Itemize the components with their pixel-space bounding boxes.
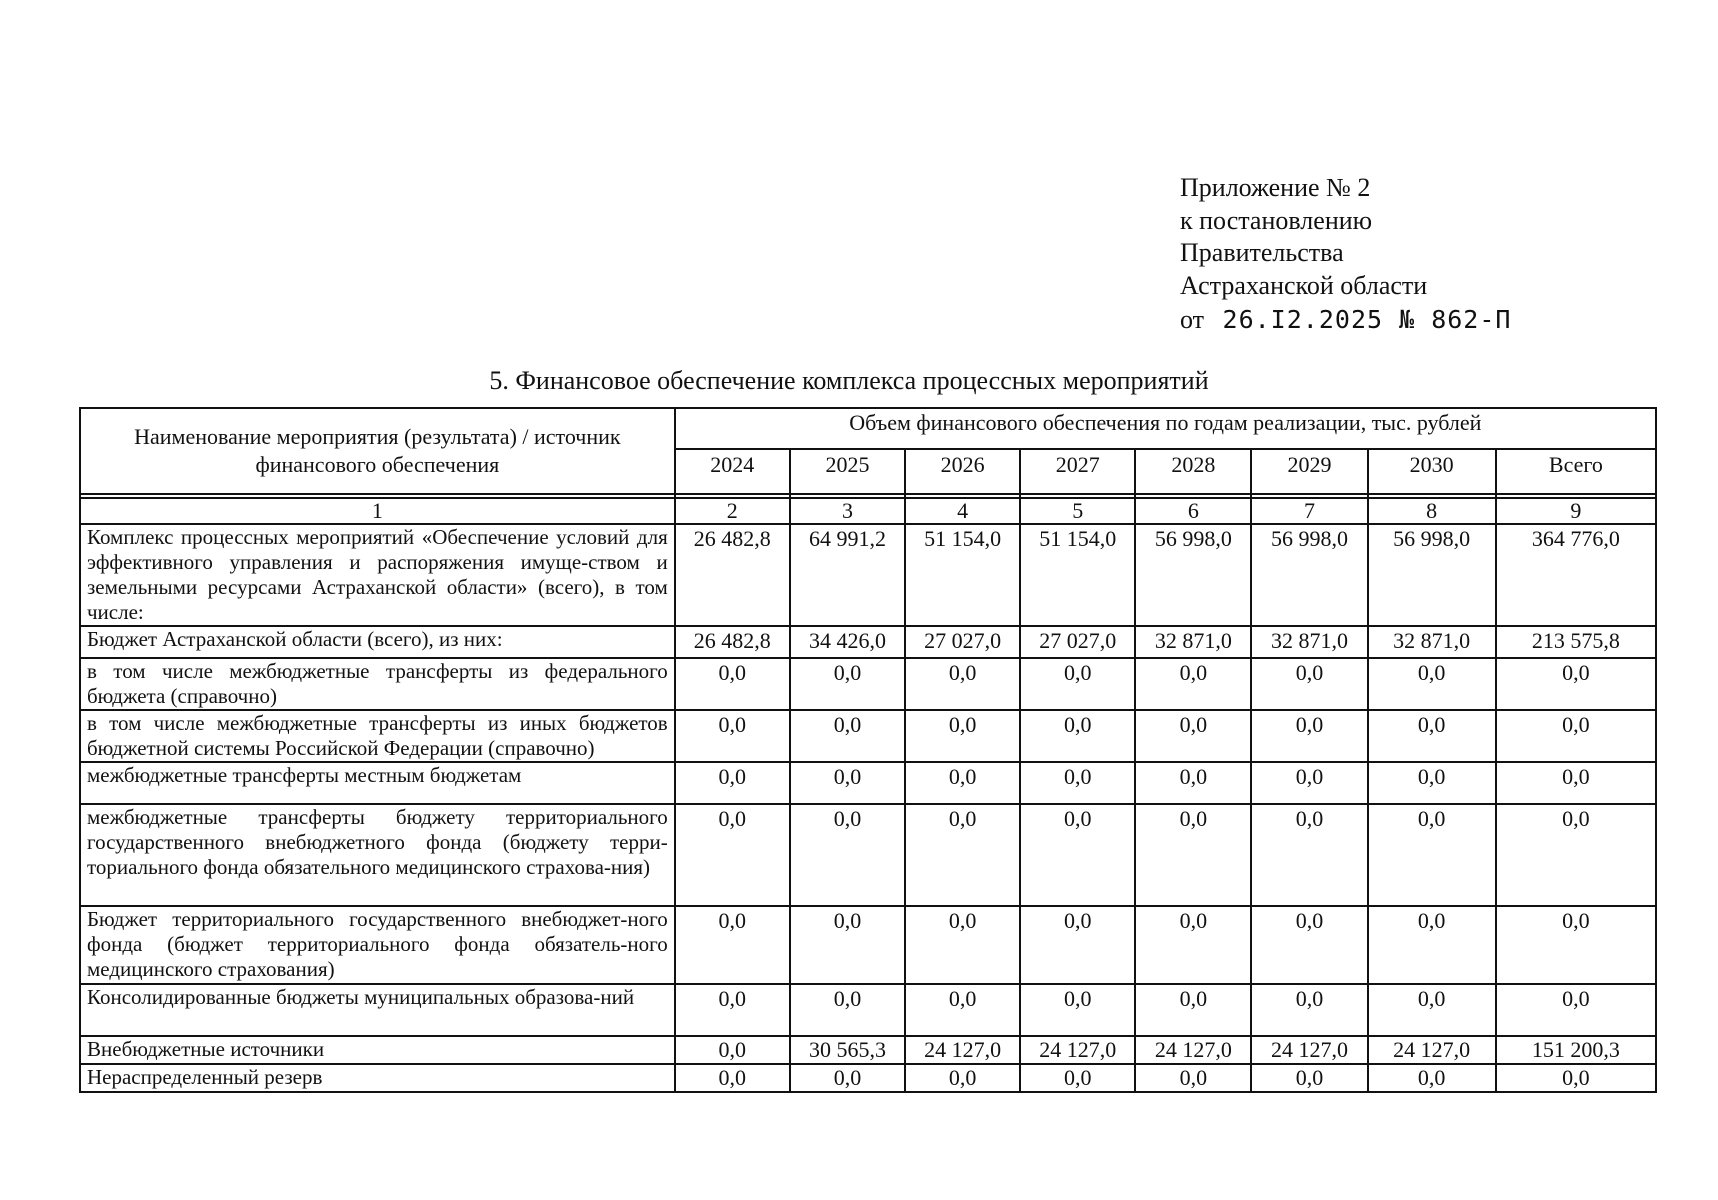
row-value-cell: 0,0 bbox=[1368, 762, 1496, 804]
row-name-cell: Консолидированные бюджеты муниципальных образова-ний bbox=[80, 984, 675, 1036]
column-number-cell: 4 bbox=[905, 498, 1020, 524]
row-value-cell: 0,0 bbox=[1020, 658, 1135, 710]
attachment-line-4: Астраханской области bbox=[1180, 270, 1428, 300]
row-value-cell: 0,0 bbox=[1020, 804, 1135, 906]
row-value-cell: 0,0 bbox=[905, 984, 1020, 1036]
row-value-cell: 56 998,0 bbox=[1135, 524, 1251, 626]
row-value-cell: 0,0 bbox=[1135, 710, 1251, 762]
row-value-cell: 24 127,0 bbox=[905, 1036, 1020, 1064]
column-number-cell: 1 bbox=[80, 498, 675, 524]
date-prefix: от bbox=[1180, 305, 1205, 334]
header-name-cell: Наименование мероприятия (результата) / источник финансового обеспечения bbox=[80, 408, 675, 494]
row-value-cell: 0,0 bbox=[675, 1064, 790, 1092]
row-value-cell: 34 426,0 bbox=[790, 626, 905, 658]
header-year-cell: 2026 bbox=[905, 449, 1020, 494]
header-year-cell: 2028 bbox=[1135, 449, 1251, 494]
table-row bbox=[80, 762, 1656, 804]
column-number-cell: 2 bbox=[675, 498, 790, 524]
row-value-cell: 0,0 bbox=[675, 906, 790, 984]
row-value-cell: 0,0 bbox=[1251, 762, 1367, 804]
row-value-cell: 51 154,0 bbox=[1020, 524, 1135, 626]
header-year-cell: 2025 bbox=[790, 449, 905, 494]
table-row bbox=[80, 710, 1656, 762]
row-value-cell: 0,0 bbox=[1368, 906, 1496, 984]
date-and-number: 26.I2.2025 № 862-П bbox=[1222, 305, 1512, 334]
row-value-cell: 56 998,0 bbox=[1251, 524, 1367, 626]
row-value-cell: 27 027,0 bbox=[1020, 626, 1135, 658]
row-value-cell: 32 871,0 bbox=[1368, 626, 1496, 658]
row-value-cell: 24 127,0 bbox=[1135, 1036, 1251, 1064]
row-value-cell: 0,0 bbox=[1135, 906, 1251, 984]
row-value-cell: 64 991,2 bbox=[790, 524, 905, 626]
row-value-cell: 0,0 bbox=[1020, 1064, 1135, 1092]
row-value-cell: 0,0 bbox=[1368, 710, 1496, 762]
row-value-cell: 0,0 bbox=[1496, 984, 1656, 1036]
row-value-cell: 0,0 bbox=[790, 804, 905, 906]
row-value-cell: 0,0 bbox=[1020, 710, 1135, 762]
row-value-cell: 32 871,0 bbox=[1135, 626, 1251, 658]
row-value-cell: 0,0 bbox=[1251, 658, 1367, 710]
row-value-cell: 0,0 bbox=[905, 1064, 1020, 1092]
row-value-cell: 0,0 bbox=[905, 804, 1020, 906]
row-value-cell: 0,0 bbox=[1368, 1064, 1496, 1092]
row-value-cell: 0,0 bbox=[1496, 762, 1656, 804]
row-value-cell: 0,0 bbox=[1020, 906, 1135, 984]
attachment-line-2: к постановлению bbox=[1180, 205, 1373, 235]
section-title bbox=[0, 366, 1718, 396]
row-value-cell: 24 127,0 bbox=[1368, 1036, 1496, 1064]
row-name-cell: Внебюджетные источники bbox=[80, 1036, 675, 1064]
row-name-cell: в том числе межбюджетные трансферты из иных бюджетов бюджетной системы Российской Федерации (справочно) bbox=[80, 710, 675, 762]
table-row bbox=[80, 524, 1656, 626]
row-value-cell: 32 871,0 bbox=[1251, 626, 1367, 658]
header-year-cell: 2024 bbox=[675, 449, 790, 494]
row-value-cell: 0,0 bbox=[790, 906, 905, 984]
row-value-cell: 0,0 bbox=[1135, 804, 1251, 906]
row-value-cell: 0,0 bbox=[905, 762, 1020, 804]
row-value-cell: 24 127,0 bbox=[1020, 1036, 1135, 1064]
row-value-cell: 0,0 bbox=[1496, 710, 1656, 762]
row-value-cell: 0,0 bbox=[1496, 804, 1656, 906]
table-row bbox=[80, 1036, 1656, 1064]
row-value-cell: 0,0 bbox=[1368, 804, 1496, 906]
row-value-cell: 0,0 bbox=[905, 906, 1020, 984]
row-value-cell: 0,0 bbox=[675, 1036, 790, 1064]
attachment-date-line bbox=[1180, 304, 1511, 337]
column-number-cell: 9 bbox=[1496, 498, 1656, 524]
row-value-cell: 0,0 bbox=[1251, 1064, 1367, 1092]
section-title-text: 5. Финансовое обеспечение комплекса процессных мероприятий bbox=[489, 366, 1209, 395]
table-row bbox=[80, 804, 1656, 906]
row-value-cell: 0,0 bbox=[1135, 762, 1251, 804]
row-value-cell: 0,0 bbox=[675, 984, 790, 1036]
row-value-cell: 0,0 bbox=[790, 984, 905, 1036]
row-value-cell: 0,0 bbox=[1496, 1064, 1656, 1092]
row-value-cell: 0,0 bbox=[1368, 658, 1496, 710]
row-value-cell: 213 575,8 bbox=[1496, 626, 1656, 658]
row-name-cell: Комплекс процессных мероприятий «Обеспечение условий для эффективного управления и распоряжения имуще-ством и земельными ресурсами Астраханской области» (всего), в том числе: bbox=[80, 524, 675, 626]
row-value-cell: 0,0 bbox=[1020, 984, 1135, 1036]
attachment-line-3: Правительства bbox=[1180, 238, 1344, 267]
row-value-cell: 0,0 bbox=[1135, 1064, 1251, 1092]
row-value-cell: 56 998,0 bbox=[1368, 524, 1496, 626]
header-year-cell: 2029 bbox=[1251, 449, 1367, 494]
header-year-cell: 2027 bbox=[1020, 449, 1135, 494]
attachment-block bbox=[1180, 172, 1511, 337]
row-value-cell: 0,0 bbox=[1251, 984, 1367, 1036]
row-value-cell: 0,0 bbox=[1368, 984, 1496, 1036]
table-row bbox=[80, 626, 1656, 658]
financing-table bbox=[79, 407, 1657, 1093]
row-value-cell: 0,0 bbox=[790, 762, 905, 804]
row-value-cell: 0,0 bbox=[1251, 710, 1367, 762]
row-value-cell: 0,0 bbox=[1135, 984, 1251, 1036]
attachment-line-1: Приложение № 2 bbox=[1180, 173, 1371, 202]
row-value-cell: 27 027,0 bbox=[905, 626, 1020, 658]
row-value-cell: 0,0 bbox=[675, 804, 790, 906]
table-row bbox=[80, 906, 1656, 984]
column-number-cell: 8 bbox=[1368, 498, 1496, 524]
header-year-cell: 2030 bbox=[1368, 449, 1496, 494]
row-value-cell: 0,0 bbox=[790, 658, 905, 710]
column-number-cell: 7 bbox=[1251, 498, 1367, 524]
row-value-cell: 364 776,0 bbox=[1496, 524, 1656, 626]
row-name-cell: Бюджет территориального государственного внебюджет-ного фонда (бюджет территориального фонда обязатель-ного медицинского страхования) bbox=[80, 906, 675, 984]
table-row bbox=[80, 658, 1656, 710]
header-year-cell: Всего bbox=[1496, 449, 1656, 494]
row-name-cell: Бюджет Астраханской области (всего), из них: bbox=[80, 626, 675, 658]
row-name-cell: межбюджетные трансферты бюджету территориального государственного внебюджетного фонда (бюджету терри-ториального фонда обязательного медицинского страхова-ния) bbox=[80, 804, 675, 906]
column-numbers-row bbox=[80, 498, 1656, 524]
header-group-cell: Объем финансового обеспечения по годам реализации, тыс. рублей bbox=[675, 408, 1656, 449]
table-row bbox=[80, 1064, 1656, 1092]
row-value-cell: 151 200,3 bbox=[1496, 1036, 1656, 1064]
row-value-cell: 0,0 bbox=[1496, 906, 1656, 984]
table-row bbox=[80, 984, 1656, 1036]
row-value-cell: 0,0 bbox=[905, 658, 1020, 710]
row-value-cell: 0,0 bbox=[790, 710, 905, 762]
row-value-cell: 26 482,8 bbox=[675, 524, 790, 626]
row-name-cell: межбюджетные трансферты местным бюджетам bbox=[80, 762, 675, 804]
column-number-cell: 6 bbox=[1135, 498, 1251, 524]
row-value-cell: 0,0 bbox=[675, 658, 790, 710]
row-value-cell: 0,0 bbox=[1135, 658, 1251, 710]
row-value-cell: 0,0 bbox=[790, 1064, 905, 1092]
row-value-cell: 0,0 bbox=[675, 762, 790, 804]
row-value-cell: 26 482,8 bbox=[675, 626, 790, 658]
row-value-cell: 0,0 bbox=[1251, 906, 1367, 984]
row-value-cell: 0,0 bbox=[1020, 762, 1135, 804]
row-value-cell: 0,0 bbox=[1496, 658, 1656, 710]
row-value-cell: 0,0 bbox=[675, 710, 790, 762]
row-name-cell: в том числе межбюджетные трансферты из федерального бюджета (справочно) bbox=[80, 658, 675, 710]
row-value-cell: 0,0 bbox=[905, 710, 1020, 762]
column-number-cell: 5 bbox=[1020, 498, 1135, 524]
column-number-cell: 3 bbox=[790, 498, 905, 524]
row-value-cell: 30 565,3 bbox=[790, 1036, 905, 1064]
row-value-cell: 0,0 bbox=[1251, 804, 1367, 906]
row-name-cell: Нераспределенный резерв bbox=[80, 1064, 675, 1092]
row-value-cell: 24 127,0 bbox=[1251, 1036, 1367, 1064]
row-value-cell: 51 154,0 bbox=[905, 524, 1020, 626]
